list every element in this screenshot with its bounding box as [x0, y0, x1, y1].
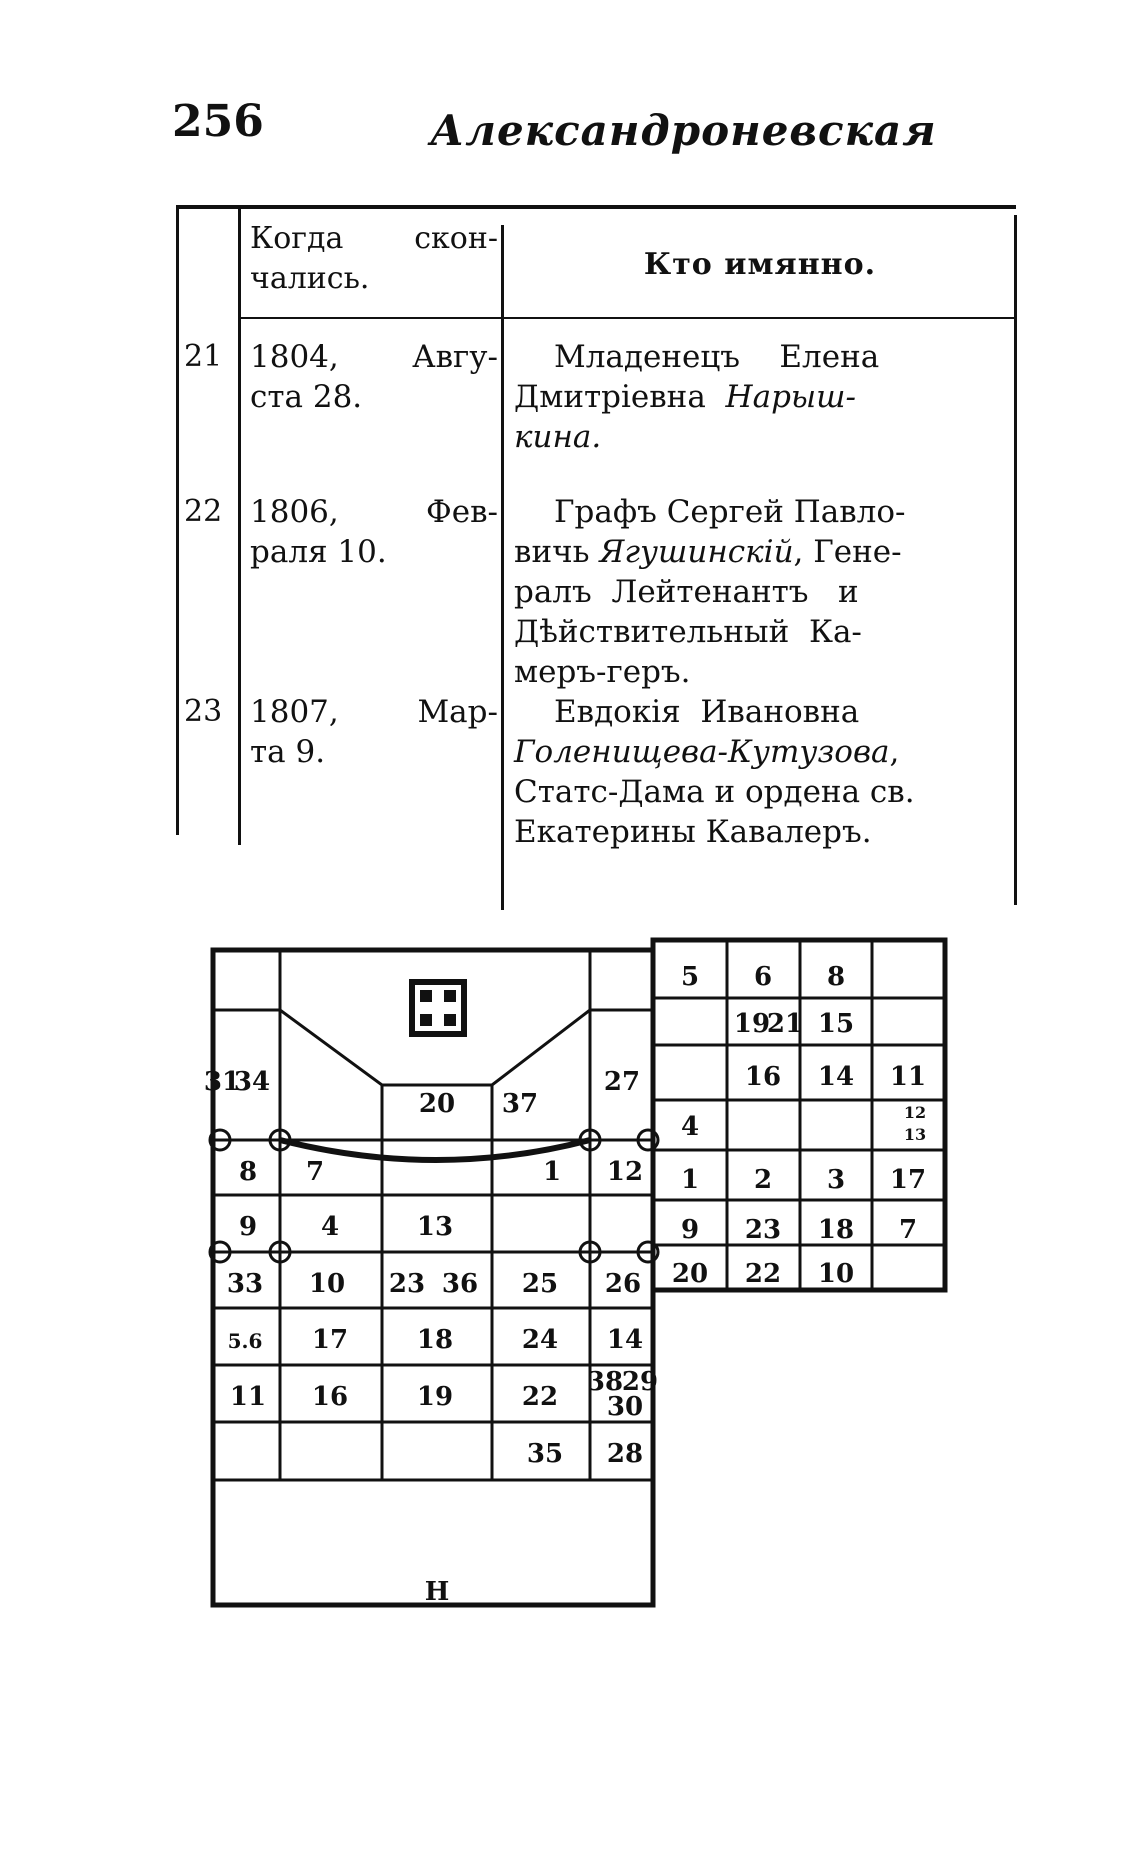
- grave-number-label: 8: [238, 1157, 258, 1187]
- grave-number-label: 34: [233, 1067, 271, 1097]
- grave-number-label: 25: [521, 1269, 559, 1299]
- text-run: Младенецъ Елена: [554, 339, 880, 375]
- row-who: [514, 692, 1012, 852]
- table-col-rule: [501, 225, 504, 910]
- grave-number-label: 22: [521, 1382, 559, 1412]
- text-run: вичь: [514, 534, 600, 570]
- grave-number-label: 30: [606, 1392, 644, 1422]
- grave-number-label: 26: [604, 1269, 642, 1299]
- text-run: меръ-геръ.: [514, 654, 691, 690]
- grave-number-label: 14: [606, 1325, 644, 1355]
- text-run: Статс-Дама и ордена св.: [514, 774, 915, 810]
- grave-number-label: 16: [311, 1382, 349, 1412]
- col-date-header-line-2: чались.: [250, 261, 370, 296]
- grave-number-label: 19: [733, 1009, 771, 1039]
- running-title: Александроневская: [430, 106, 937, 155]
- italic-name: Ягушинскій: [599, 534, 794, 570]
- row-date: [250, 692, 498, 772]
- row-date-line: 1807, Мар-: [250, 694, 498, 730]
- grave-number-label: 18: [817, 1215, 855, 1245]
- grave-number-label: 28: [606, 1439, 644, 1469]
- row-who-line: [514, 532, 1012, 572]
- row-who-line: [514, 417, 1012, 457]
- text-run: Дѣйствительный Ка-: [514, 614, 862, 650]
- grave-number-label: 10: [308, 1269, 346, 1299]
- cross-icon: [408, 978, 468, 1038]
- grave-number-label: 3: [826, 1165, 846, 1195]
- italic-name: Нарыш-: [725, 379, 856, 415]
- grave-number-label: 4: [680, 1112, 700, 1142]
- grave-number-label: 7: [305, 1157, 325, 1187]
- row-who-line: [514, 337, 1012, 377]
- grave-number-label: 33: [226, 1269, 264, 1299]
- text-run: Евдокія Ивановна: [554, 694, 860, 730]
- row-who-line: [514, 572, 1012, 612]
- grave-number-label: 15: [817, 1009, 855, 1039]
- grave-number-label: 11: [229, 1382, 267, 1412]
- grave-number-label: 14: [817, 1062, 855, 1092]
- grave-number-label: 20: [671, 1259, 709, 1289]
- row-date-line: та 9.: [250, 734, 326, 770]
- grave-number-label: 27: [603, 1067, 641, 1097]
- grave-number-label: 20: [418, 1089, 456, 1119]
- row-who-line: [514, 377, 1012, 417]
- grave-number-label: 10: [817, 1259, 855, 1289]
- row-number: 22: [184, 494, 223, 529]
- page-number: 256: [172, 96, 264, 147]
- grave-number-label: 23: [388, 1269, 426, 1299]
- grave-number-label: 21: [766, 1009, 804, 1039]
- col-date-header: [250, 219, 498, 299]
- grave-number-label: 12: [903, 1103, 927, 1122]
- grave-number-label: 5: [680, 962, 700, 992]
- grave-number-label: 11: [889, 1062, 927, 1092]
- grave-number-label: 29: [621, 1367, 659, 1397]
- row-date: [250, 337, 498, 417]
- grave-number-label: 18: [416, 1325, 454, 1355]
- grave-number-label: 37: [501, 1089, 539, 1119]
- table-num-rule: [238, 205, 241, 845]
- table-head-rule: [238, 317, 1016, 319]
- row-who: [514, 337, 1012, 457]
- grave-number-label: 13: [903, 1125, 927, 1144]
- row-date-line: раля 10.: [250, 534, 387, 570]
- text-run: Графъ Сергей Павло-: [554, 494, 906, 530]
- grave-number-label: 8: [826, 962, 846, 992]
- text-run: Екатерины Кавалеръ.: [514, 814, 872, 850]
- table-top-rule: [176, 205, 1016, 209]
- grave-number-label: 38: [586, 1367, 624, 1397]
- row-who-line: [514, 692, 1012, 732]
- text-run: ,: [889, 734, 900, 770]
- row-date-line: ста 28.: [250, 379, 363, 415]
- grave-number-label: 4: [320, 1212, 340, 1242]
- italic-name: кина.: [514, 419, 602, 455]
- grave-number-label: 17: [311, 1325, 349, 1355]
- grave-number-label: 31: [203, 1067, 241, 1097]
- grave-number-label: 13: [416, 1212, 454, 1242]
- grave-number-label: 9: [238, 1212, 258, 1242]
- row-who-line: [514, 772, 1012, 812]
- grave-number-label: H: [424, 1577, 450, 1607]
- row-date: [250, 492, 498, 572]
- row-date-line: 1804, Авгу-: [250, 339, 498, 375]
- italic-name: Голенищева-Кутузова: [514, 734, 890, 770]
- col-who-header: Кто имянно.: [643, 247, 877, 282]
- row-who-line: [514, 612, 1012, 652]
- col-date-header-line-1: Когда скон-: [250, 221, 498, 256]
- grave-number-label: 35: [526, 1439, 564, 1469]
- grave-number-label: 24: [521, 1325, 559, 1355]
- row-number: 21: [184, 339, 223, 374]
- row-who-line: [514, 732, 1012, 772]
- text-run: Дмитріевна: [514, 379, 726, 415]
- burial-register-table: [176, 205, 1016, 910]
- grave-number-label: 17: [889, 1165, 927, 1195]
- row-who: [514, 492, 1012, 692]
- row-who-line: [514, 652, 1012, 692]
- grave-number-label: 22: [744, 1259, 782, 1289]
- grave-number-label: 1: [680, 1165, 700, 1195]
- row-who-line: [514, 492, 1012, 532]
- text-run: , Гене-: [793, 534, 902, 570]
- text-run: ралъ Лейтенантъ и: [514, 574, 859, 610]
- grave-number-label: 6: [753, 962, 773, 992]
- grave-number-label: 1: [542, 1157, 562, 1187]
- grave-number-label: 16: [744, 1062, 782, 1092]
- grave-number-label: 7: [898, 1215, 918, 1245]
- grave-number-label: 36: [441, 1269, 479, 1299]
- grave-number-label: 19: [416, 1382, 454, 1412]
- table-left-rule: [176, 205, 179, 835]
- grave-number-label: 2: [753, 1165, 773, 1195]
- grave-number-label: 23: [744, 1215, 782, 1245]
- row-date-line: 1806, Фев-: [250, 494, 498, 530]
- grave-number-label: 9: [680, 1215, 700, 1245]
- grave-number-label: 5.6: [227, 1329, 263, 1353]
- grave-number-label: 12: [606, 1157, 644, 1187]
- row-number: 23: [184, 694, 223, 729]
- row-who-line: [514, 812, 1012, 852]
